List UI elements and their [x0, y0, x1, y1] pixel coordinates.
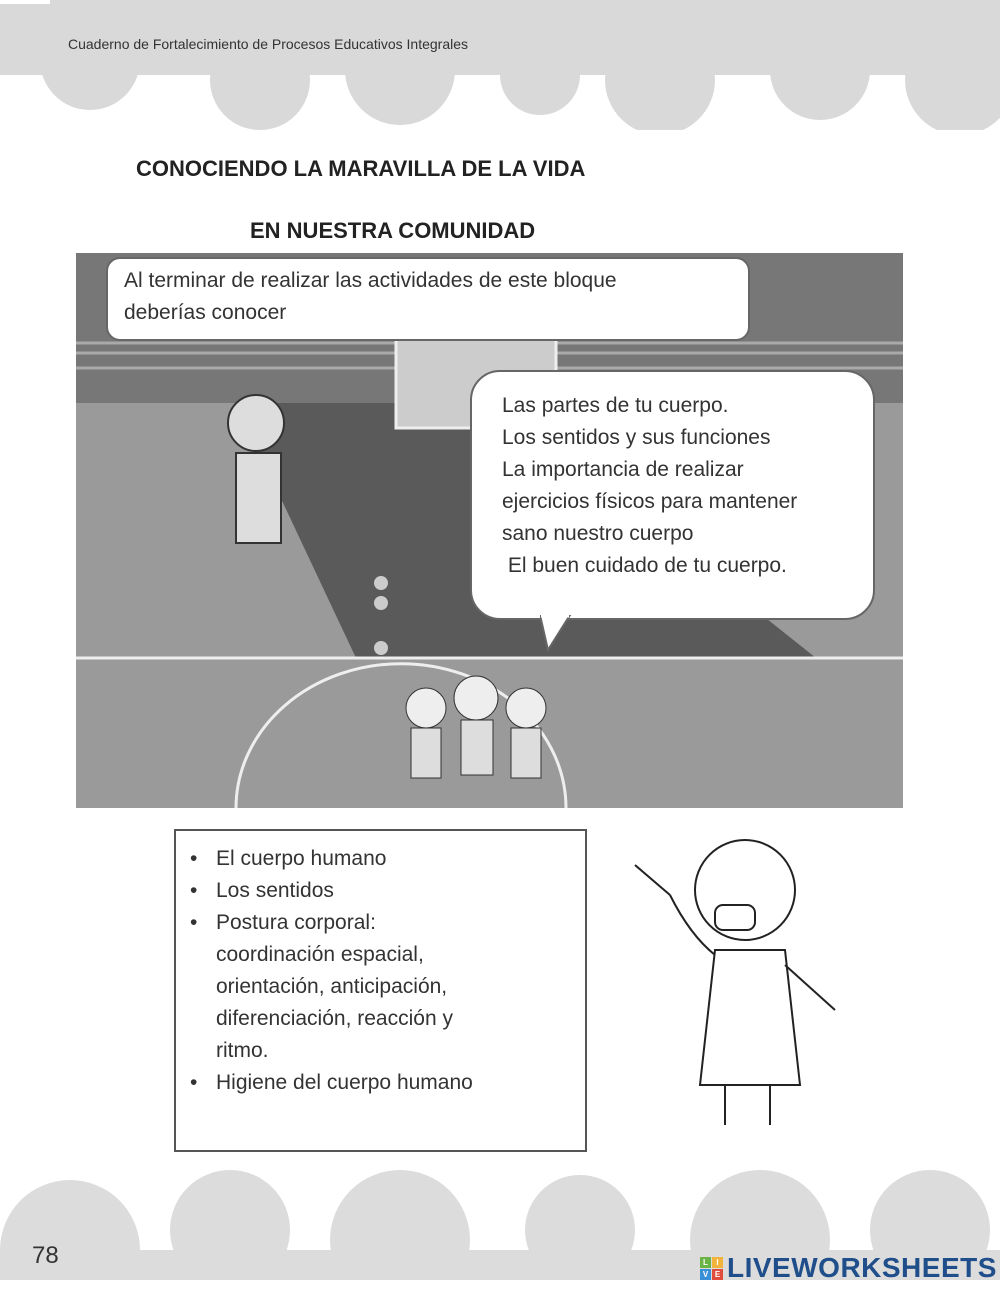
intro-line: Al terminar de realizar las actividades de este bloque: [124, 269, 617, 292]
topic-line: ejercicios físicos para mantener: [502, 490, 798, 513]
list-item-continuation: ritmo.: [216, 1039, 269, 1062]
logo-text: LIVEWORKSHEETS: [727, 1252, 997, 1283]
bubble-tail: [540, 615, 580, 655]
topic-line: Los sentidos y sus funciones: [502, 426, 771, 449]
list-item: • Los sentidos: [216, 875, 565, 907]
page-title-line2: EN NUESTRA COMUNIDAD: [250, 218, 536, 243]
children-running-icon: [406, 676, 546, 778]
list-item-continuation: orientación, anticipación,: [216, 975, 448, 998]
list-item: • Higiene del cuerpo humano: [216, 1067, 565, 1099]
live-badge-icon: L I V E: [700, 1257, 723, 1280]
topic-line: sano nuestro cuerpo: [502, 522, 694, 545]
intro-speech-box: [106, 257, 750, 341]
topics-speech-bubble: [470, 370, 875, 620]
topic-line: Las partes de tu cuerpo.: [502, 394, 729, 417]
page-number: 78: [32, 1242, 59, 1269]
list-item: • Postura corporal:: [216, 907, 565, 939]
cloud-header-decoration: [0, 0, 1000, 130]
header-text: Cuaderno de Fortalecimiento de Procesos Educativos Integrales: [68, 36, 468, 52]
liveworksheets-logo: [700, 1252, 997, 1284]
list-item-continuation: diferenciación, reacción y: [216, 1007, 453, 1030]
topic-line: La importancia de realizar: [502, 458, 744, 481]
topic-line: El buen cuidado de tu cuerpo.: [502, 554, 787, 577]
list-item: • El cuerpo humano: [216, 843, 565, 875]
teacher-illustration-icon: [620, 825, 850, 1135]
list-item-continuation: coordinación espacial,: [216, 943, 424, 966]
intro-line: deberías conocer: [124, 301, 287, 324]
content-list-box: [174, 829, 587, 1152]
girl-character-icon: [228, 395, 284, 543]
page-title-line1: CONOCIENDO LA MARAVILLA DE LA VIDA: [136, 156, 586, 181]
